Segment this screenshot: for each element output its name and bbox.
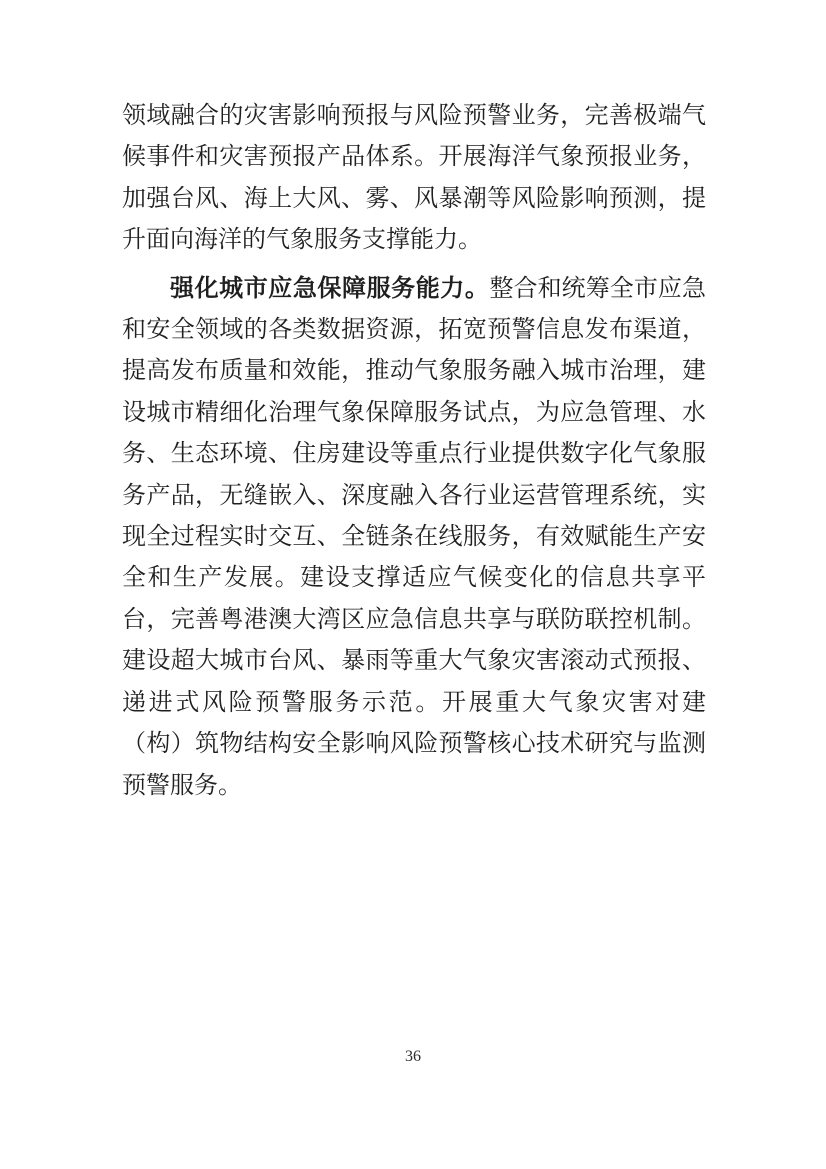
page-body (122, 96, 706, 807)
page-number: 36 (405, 1048, 421, 1065)
paragraph-text: 整合和统筹全市应急和安全领域的各类数据资源，拓宽预警信息发布渠道，提高发布质量和效能，推动气象服务融入城市治理，建设城市精细化治理气象保障服务试点，为应急管理、水务、生态环境、住房建设等重点行业提供数字化气象服务产品，无缝嵌入、深度融入各行业运营管理系统，实现全过程实时交互、全链条在线服务，有效赋能生产安全和生产发展。建设支撑适应气候变化的信息共享平台，完善粤港澳大湾区应急信息共享与联防联控机制。建设超大城市台风、暴雨等重大气象灾害滚动式预报、递进式风险预警服务示范。开展重大气象灾害对建（构）筑物结构安全影响风险预警核心技术研究与监测预警服务。 (122, 275, 707, 799)
paragraph-text: 领域融合的灾害影响预报与风险预警业务，完善极端气候事件和灾害预报产品体系。开展海洋气象预报业务，加强台风、海上大风、雾、风暴潮等风险影响预测，提升面向海洋的气象服务支撑能力。 (122, 103, 706, 254)
paragraph-city-emergency (122, 268, 706, 807)
paragraph-continuation (122, 96, 706, 262)
paragraph-lead-bold: 强化城市应急保障服务能力。 (170, 274, 490, 302)
